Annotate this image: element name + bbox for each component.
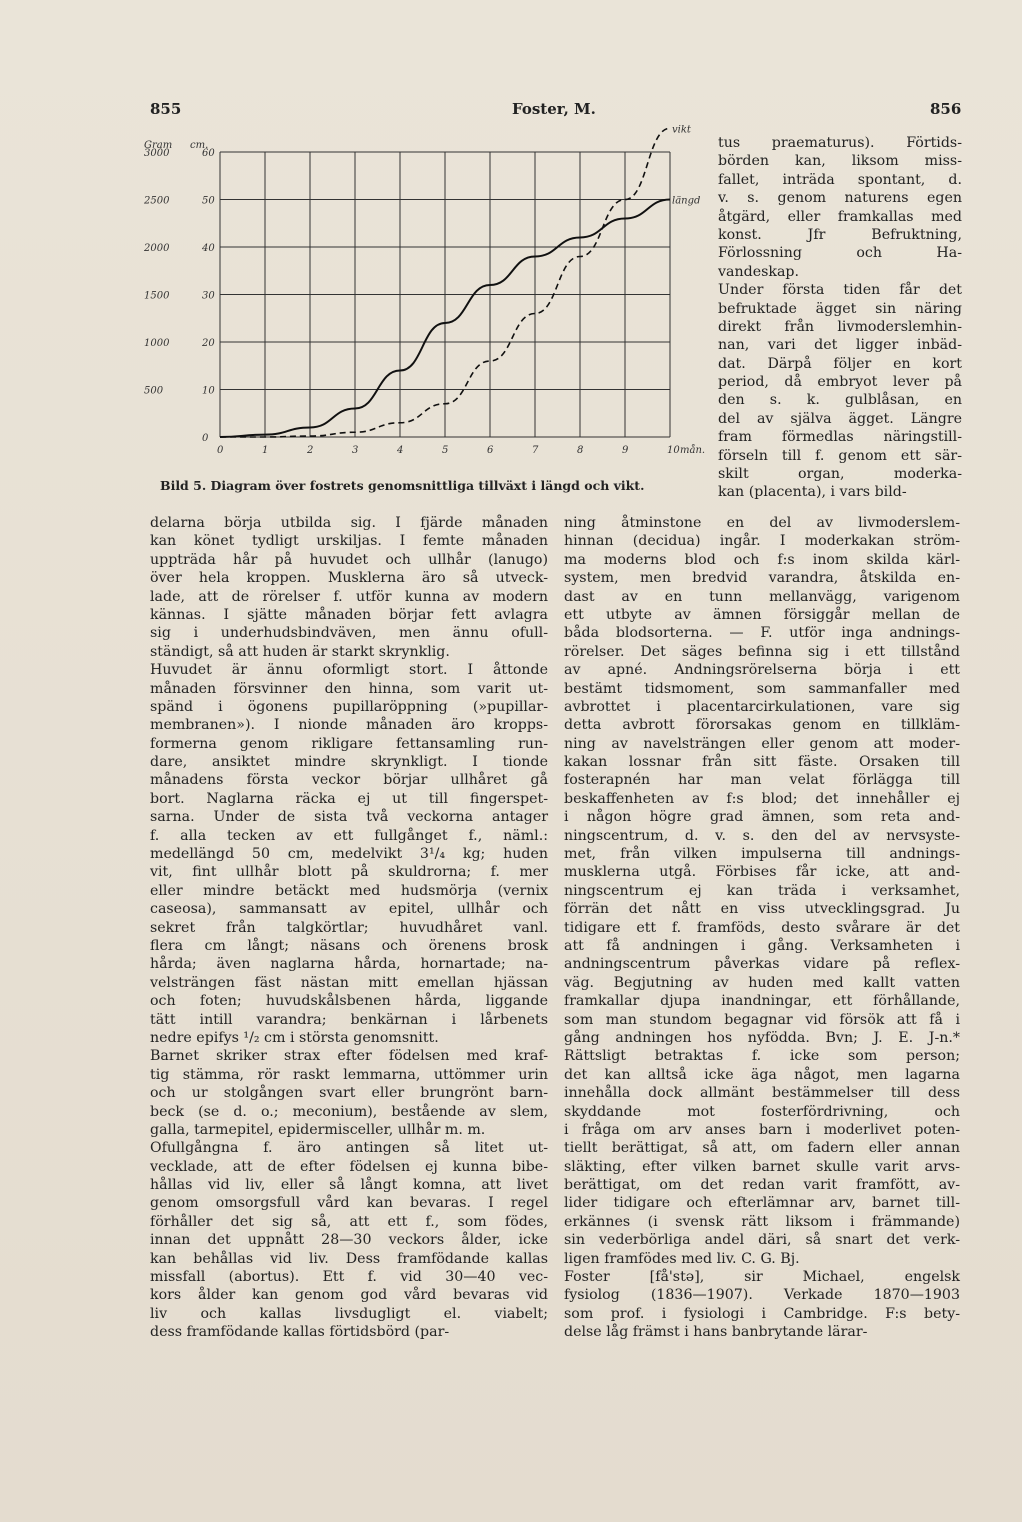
text-line: och foten; huvudskålsbenen hårda, liggande [150, 993, 548, 1010]
text-line: ningscentrum, d. v. s. den del av nervsyste- [564, 827, 960, 844]
text-line: kakan lossnar från sitt fäste. Orsaken till [564, 754, 960, 771]
text-line: delse låg främst i hans banbrytande lärar- [564, 1324, 868, 1341]
text-line: bestämt tidsmoment, som sammanfaller med [564, 680, 960, 697]
text-line: galla, tarmepitel, epidermisceller, ullhår m. m. [150, 1121, 486, 1138]
y-tick-cm: 20 [202, 338, 215, 349]
text-line: uppträda hår på huvudet och ullhår (lanugo) [150, 551, 548, 568]
x-tick-label: 3 [352, 445, 359, 456]
text-line: musklerna utgå. Förbises får icke, att and- [564, 864, 960, 881]
x-tick-label: 1 [262, 445, 269, 456]
y-tick-cm: 30 [202, 290, 215, 302]
text-line: fysiolog (1836—1907). Verkade 1870—1903 [564, 1287, 960, 1304]
text-line: sin vederbörliga andel däri, så snart det verk- [564, 1232, 960, 1249]
text-line: genom omsorgsfull vård kan bevaras. I regel [150, 1195, 548, 1212]
text-line: ningscentrum ej kan träda i verksamhet, [564, 882, 960, 899]
page-number-left: 855 [150, 100, 182, 118]
text-line: kan könet tydligt urskiljas. I femte månaden [150, 533, 548, 550]
text-line: förrän det nått en viss utvecklingsgrad. Ju [564, 901, 960, 918]
text-line: ständigt, så att huden är starkt skrynklig. [150, 643, 450, 660]
text-line: v. s. genom naturens egen [718, 190, 962, 207]
text-line: att få andningen i gång. Verksamheten i [564, 937, 960, 954]
y-tick-gram: 3000 [144, 148, 170, 159]
text-line: kors ålder kan genom god vård bevaras vid [150, 1287, 548, 1304]
text-line: dast av en tunn mellanvägg, varigenom [564, 588, 960, 605]
text-line: kan (placenta), i vars bild- [718, 484, 907, 501]
text-line: framkallar djupa inandningar, ett förhållande, [564, 993, 960, 1010]
text-line: fram förmedlas näringstill- [718, 429, 962, 446]
text-line: sig i underhudsbindväven, men ännu ofull- [150, 625, 548, 642]
text-line: av apné. Andningsrörelserna börja i ett [564, 662, 960, 679]
y-tick-gram: 1000 [144, 338, 170, 349]
text-line: skilt organ, moderka- [718, 466, 962, 483]
text-line: dess framfödande kallas förtidsbörd (par- [150, 1324, 450, 1341]
text-line: i fråga om arv anses barn i moderlivet poten- [564, 1121, 960, 1138]
text-line: spänd i ögonens pupillaröppning (»pupillar- [150, 698, 548, 715]
text-line: tätt intill varandra; benkärnan i lårbenets [150, 1011, 548, 1028]
text-line: hinnan (decidua) ingår. I moderkakan ström- [564, 533, 960, 550]
text-line: eller mindre betäckt med hudsmörja (vernix [150, 882, 548, 899]
text-line: dare, ansiktet mindre skrynkligt. I tionde [150, 754, 548, 771]
growth-chart [140, 124, 706, 462]
text-line: fosterapnén har man velat förlägga till [564, 772, 960, 789]
x-tick-label: 6 [487, 445, 494, 456]
chart-caption: Bild 5. Diagram över fostrets genomsnittliga tillväxt i längd och vikt. [160, 478, 645, 493]
text-line: velsträngen fäst nästan mitt emellan hjässan [150, 974, 548, 991]
x-tick-label: 0 [217, 445, 224, 456]
page-title: Foster, M. [512, 100, 596, 118]
y-tick-gram: 500 [144, 385, 164, 397]
text-line: beck (se d. o.; meconium), bestående av slem, [150, 1103, 548, 1120]
y-tick-gram: 2500 [144, 195, 170, 207]
text-line: Ofullgångna f. äro antingen så litet ut- [150, 1140, 548, 1157]
y-tick-gram: 1500 [144, 290, 170, 302]
text-line: medellängd 50 cm, medelvikt 3¹/₄ kg; huden [150, 846, 548, 863]
page-number-right: 856 [930, 100, 962, 118]
text-line: tig stämma, rör raskt lemmarna, uttömmer urin [150, 1066, 548, 1083]
text-line: över hela kroppen. Musklerna äro så utveck- [150, 570, 548, 587]
x-tick-label: 2 [307, 445, 314, 456]
x-tick-label: 7 [532, 445, 539, 456]
text-line: ma moderns blod och f:s inom skilda kärl- [564, 551, 960, 568]
text-line: nedre epifys ¹/₂ cm i största genomsnitt. [150, 1029, 439, 1046]
text-line: i någon högre grad ämnen, som reta and- [564, 809, 960, 826]
text-line: lider tidigare och efterlämnar arv, barnet till- [564, 1195, 960, 1212]
text-line: hållas vid liv, eller så långt komna, att livet [150, 1177, 548, 1194]
text-line: förhåller det sig så, att ett f., som födes, [150, 1213, 548, 1230]
text-line: Huvudet är ännu oformligt stort. I åttonde [150, 662, 548, 679]
x-tick-label: 8 [577, 445, 584, 456]
text-line: Rättsligt betraktas f. icke som person; [564, 1048, 960, 1065]
text-line: innan det uppnått 28—30 veckors ålder, icke [150, 1232, 548, 1249]
text-line: konst. Jfr Befruktning, [718, 226, 962, 243]
text-line: tidigare ett f. framföds, desto svårare är det [564, 919, 960, 936]
text-line: släkting, efter vilken barnet skulle varit arvs- [564, 1158, 960, 1175]
text-line: som man stundom begagnar vid försök att få i [564, 1011, 960, 1028]
text-line: månaden försvinner den hinna, som varit ut- [150, 680, 548, 697]
text-line: skyddande mot fosterfördrivning, och [564, 1103, 960, 1120]
text-line: rörelser. Det säges befinna sig i ett tillstånd [564, 643, 960, 660]
series-label: vikt [672, 124, 691, 136]
text-line: formerna genom rikligare fettansamling run- [150, 735, 548, 752]
text-line: ning av navelsträngen eller genom att moder- [564, 735, 960, 752]
text-line: som prof. i fysiologi i Cambridge. F:s bety- [564, 1305, 960, 1322]
x-tick-label: 9 [622, 445, 629, 456]
text-line: vecklade, att de efter födelsen ej kunna bibe- [150, 1158, 548, 1175]
text-column-right [564, 514, 960, 1342]
text-line: sekret från talgkörtlar; huvudhåret vanl. [150, 919, 548, 936]
y-tick-cm: 60 [202, 148, 215, 159]
text-line: den s. k. gulblåsan, en [718, 392, 962, 409]
text-column-left [150, 514, 548, 1342]
text-line: del av själva ägget. Längre [718, 410, 962, 427]
y-tick-cm: 40 [202, 243, 215, 254]
text-line: flera cm långt; näsans och örenens brosk [150, 937, 548, 954]
x-tick-label: 10 [667, 445, 680, 456]
y-tick-cm: 0 [202, 433, 209, 444]
text-line: Förlossning och Ha- [718, 245, 962, 262]
text-line: berättigat, om det redan varit framfött, av- [564, 1177, 960, 1194]
text-line: Barnet skriker strax efter födelsen med kraf- [150, 1048, 548, 1065]
text-line: och ur stolgången svart eller brungrönt barn- [150, 1085, 548, 1102]
text-line: kännas. I sjätte månaden börjar fett avlagra [150, 606, 548, 623]
series-label: längd [672, 195, 701, 207]
text-line: hårda; även naglarna hårda, hornartade; na- [150, 956, 548, 973]
text-line: Foster [få'stə], sir Michael, engelsk [564, 1269, 960, 1286]
text-line: fallet, inträda spontant, d. [718, 171, 962, 188]
x-tick-label: 5 [442, 445, 449, 456]
text-line: membranen»). I nionde månaden äro kropps- [150, 717, 548, 734]
text-column-right-top [718, 134, 962, 502]
text-line: vandeskap. [718, 263, 800, 280]
text-line: månadens första veckor börjar ullhåret gå [150, 772, 548, 789]
text-line: avbrottet i placentarcirkulationen, vare sig [564, 698, 960, 715]
text-line: sarna. Under de sista två veckorna antager [150, 809, 548, 826]
text-line: befruktade ägget sin näring [718, 300, 962, 317]
text-line: met, från vilken impulserna till andnings- [564, 846, 960, 863]
text-line: ning åtminstone en del av livmoderslem- [564, 515, 960, 531]
text-line: bort. Naglarna räcka ej ut till fingerspet- [150, 790, 548, 807]
text-line: åtgärd, eller framkallas med [718, 208, 962, 225]
text-line: detta avbrott förorsakas genom en tillkläm- [564, 717, 960, 734]
text-line: båda blodsorterna. — F. utför inga andnings- [564, 625, 960, 642]
text-line: Under första tiden får det [718, 282, 962, 299]
y-axis-label-gram: Gram [144, 140, 173, 151]
text-line: innehålla dock allmänt bestämmelser till dess [564, 1085, 960, 1102]
y-tick-gram: 2000 [144, 243, 170, 254]
text-line: gång andningen hos nyfödda. Bvn; J. E. J-n.* [564, 1029, 960, 1046]
text-line: ligen framfödes med liv. C. G. Bj. [564, 1250, 800, 1267]
x-axis-unit: mån. [680, 445, 706, 456]
text-line: andningscentrum påverkas vidare på reflex- [564, 956, 960, 973]
text-line: nan, vari det ligger inbäd- [718, 337, 962, 354]
text-line: missfall (abortus). Ett f. vid 30—40 vec- [150, 1269, 548, 1286]
text-line: dat. Därpå följer en kort [718, 355, 962, 372]
text-line: tiellt berättigat, så att, om fadern eller annan [564, 1140, 960, 1157]
text-line: lade, att de rörelser f. utför kunna av modern [150, 588, 548, 605]
text-line: förseln till f. genom ett sär- [718, 447, 962, 464]
x-tick-label: 4 [397, 445, 404, 456]
text-line: direkt från livmoderslemhin- [718, 318, 962, 335]
text-line: delarna börja utbilda sig. I fjärde månaden [150, 515, 548, 531]
text-line: period, då embryot lever på [718, 374, 962, 391]
y-tick-cm: 50 [202, 195, 215, 207]
text-line: vit, fint ullhår blott på skuldrorna; f. mer [150, 864, 548, 881]
text-line: börden kan, liksom miss- [718, 153, 962, 170]
text-line: liv och kallas livsdugligt el. viabelt; [150, 1305, 548, 1322]
text-line: kan behållas vid liv. Dess framfödande kallas [150, 1250, 548, 1267]
text-line: erkännes (i svensk rätt liksom i främmande) [564, 1213, 960, 1230]
text-line: f. alla tecken av ett fullgånget f., näml.: [150, 827, 548, 844]
text-line: det kan alltså icke äga något, men lagarna [564, 1066, 960, 1083]
text-line: system, men bredvid varandra, åtskilda en- [564, 570, 960, 587]
text-line: caseosa), sammansatt av epitel, ullhår och [150, 901, 548, 918]
text-line: väg. Begjutning av huden med kallt vatten [564, 974, 960, 991]
text-line: beskaffenheten av f:s blod; det innehåller ej [564, 790, 960, 807]
text-line: ett utbyte av ämnen försiggår mellan de [564, 606, 960, 623]
y-tick-cm: 10 [202, 385, 215, 397]
text-line: tus praematurus). Förtids- [718, 135, 962, 151]
y-axis-label-cm: cm. [190, 140, 209, 151]
